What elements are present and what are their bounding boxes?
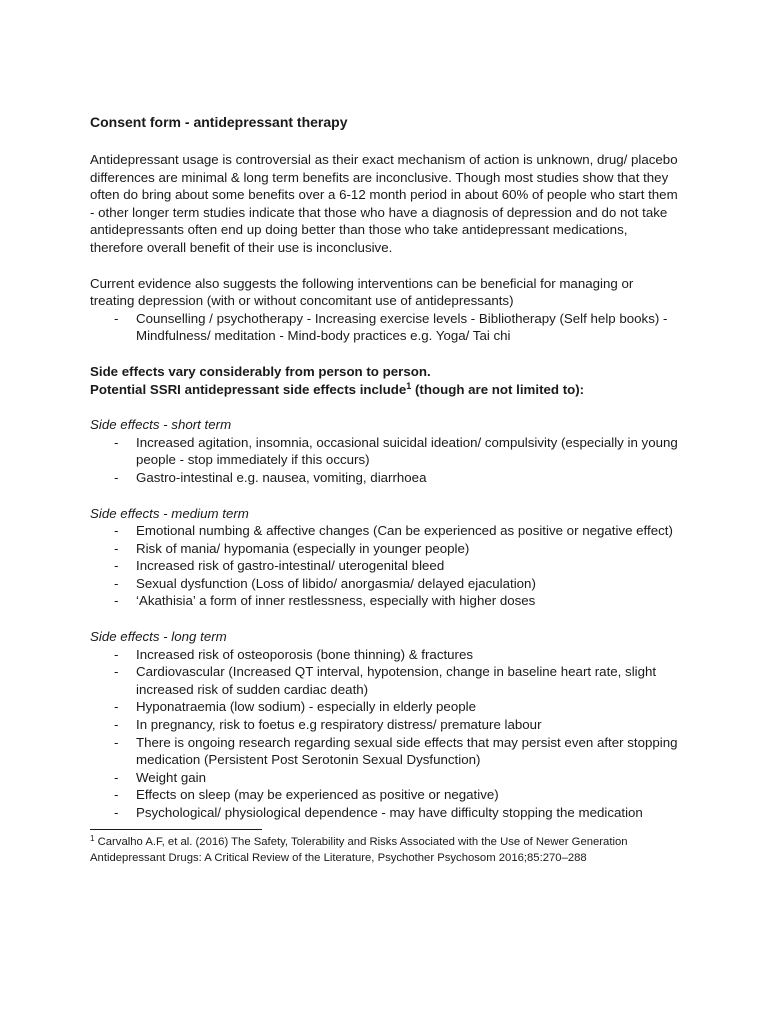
section-heading: Side effects - medium term — [90, 505, 249, 521]
list-item: - Increased risk of gastro-intestinal/ uterogenital bleed — [90, 557, 680, 575]
list-item: - Sexual dysfunction (Loss of libido/ anorgasmia/ delayed ejaculation) — [90, 575, 680, 593]
list-item: - Risk of mania/ hypomania (especially in younger people) — [90, 540, 680, 558]
short-term-list — [90, 434, 680, 487]
list-item: - In pregnancy, risk to foetus e.g respiratory distress/ premature labour — [90, 716, 680, 734]
footnote — [90, 834, 650, 866]
long-term-section — [90, 628, 680, 822]
evidence-paragraph: Current evidence also suggests the following interventions can be beneficial for managing or treating depression (with or without concomitant use of antidepressants) — [90, 275, 634, 309]
footnote-marker: 1 — [90, 833, 95, 843]
side-effects-heading — [90, 363, 680, 398]
list-item: - Psychological/ physiological dependence - may have difficulty stopping the medication — [90, 804, 680, 822]
footnote-divider — [90, 829, 262, 830]
evidence-list — [90, 310, 680, 345]
list-item: - Cardiovascular (Increased QT interval, hypotension, change in baseline heart rate, slight increased risk of sudden cardiac death) — [90, 663, 680, 698]
list-item: - Increased risk of osteoporosis (bone thinning) & fractures — [90, 646, 680, 664]
section-heading: Side effects - long term — [90, 629, 227, 645]
list-item: - Increased agitation, insomnia, occasional suicidal ideation/ compulsivity (especially in young people - stop immediately if this occurs) — [90, 434, 680, 469]
list-item: - ‘Akathisia’ a form of inner restlessness, especially with higher doses — [90, 592, 680, 610]
section-heading: Side effects - short term — [90, 417, 232, 433]
heading-line2-text: Potential SSRI antidepressant side effects include — [90, 381, 407, 397]
medium-term-list — [90, 522, 680, 610]
list-item: - Gastro-intestinal e.g. nausea, vomiting, diarrhoea — [90, 469, 680, 487]
list-item: - Weight gain — [90, 769, 680, 787]
medium-term-section — [90, 505, 680, 611]
list-item: - Effects on sleep (may be experienced as positive or negative) — [90, 786, 680, 804]
long-term-list — [90, 646, 680, 822]
short-term-section — [90, 416, 680, 486]
intro-paragraph: Antidepressant usage is controversial as their exact mechanism of action is unknown, drug/ placebo differences are minimal & long term benefits are inconclusive. Though most studies show that they often do bring about some benefits over a 6-12 month period in about 60% of people who start them - other longer term studies indicate that those who have a diagnosis of depression and do not take antidepressants often end up doing better than those who take antidepressant medications, therefore overall benefit of their use is inconclusive. — [90, 152, 678, 255]
list-item: - Emotional numbing & affective changes (Can be experienced as positive or negative effect) — [90, 522, 680, 540]
list-item: - Hyponatraemia (low sodium) - especially in elderly people — [90, 698, 680, 716]
side-effects-heading-line1: Side effects vary considerably from person to person. — [90, 363, 431, 379]
heading-line2-suffix: (though are not limited to): — [411, 381, 585, 397]
footnote-reference: 1 — [406, 380, 412, 391]
page-title: Consent form - antidepressant therapy — [90, 114, 348, 130]
list-item: - Counselling / psychotherapy - Increasing exercise levels - Bibliotherapy (Self help books) - Mindfulness/ meditation - Mind-body practices e.g. Yoga/ Tai chi — [90, 310, 680, 345]
footnote-text: Carvalho A.F, et al. (2016) The Safety, Tolerability and Risks Associated with the Use of Newer Generation Antidepressant Drugs: A Critical Review of the Literature, Psychother Psychosom 2016;85:270–288 — [90, 835, 628, 864]
list-item: - There is ongoing research regarding sexual side effects that may persist even after stopping medication (Persistent Post Serotonin Sexual Dysfunction) — [90, 734, 680, 769]
side-effects-heading-line2 — [90, 381, 680, 399]
document-body — [90, 112, 680, 866]
evidence-block — [90, 275, 680, 345]
